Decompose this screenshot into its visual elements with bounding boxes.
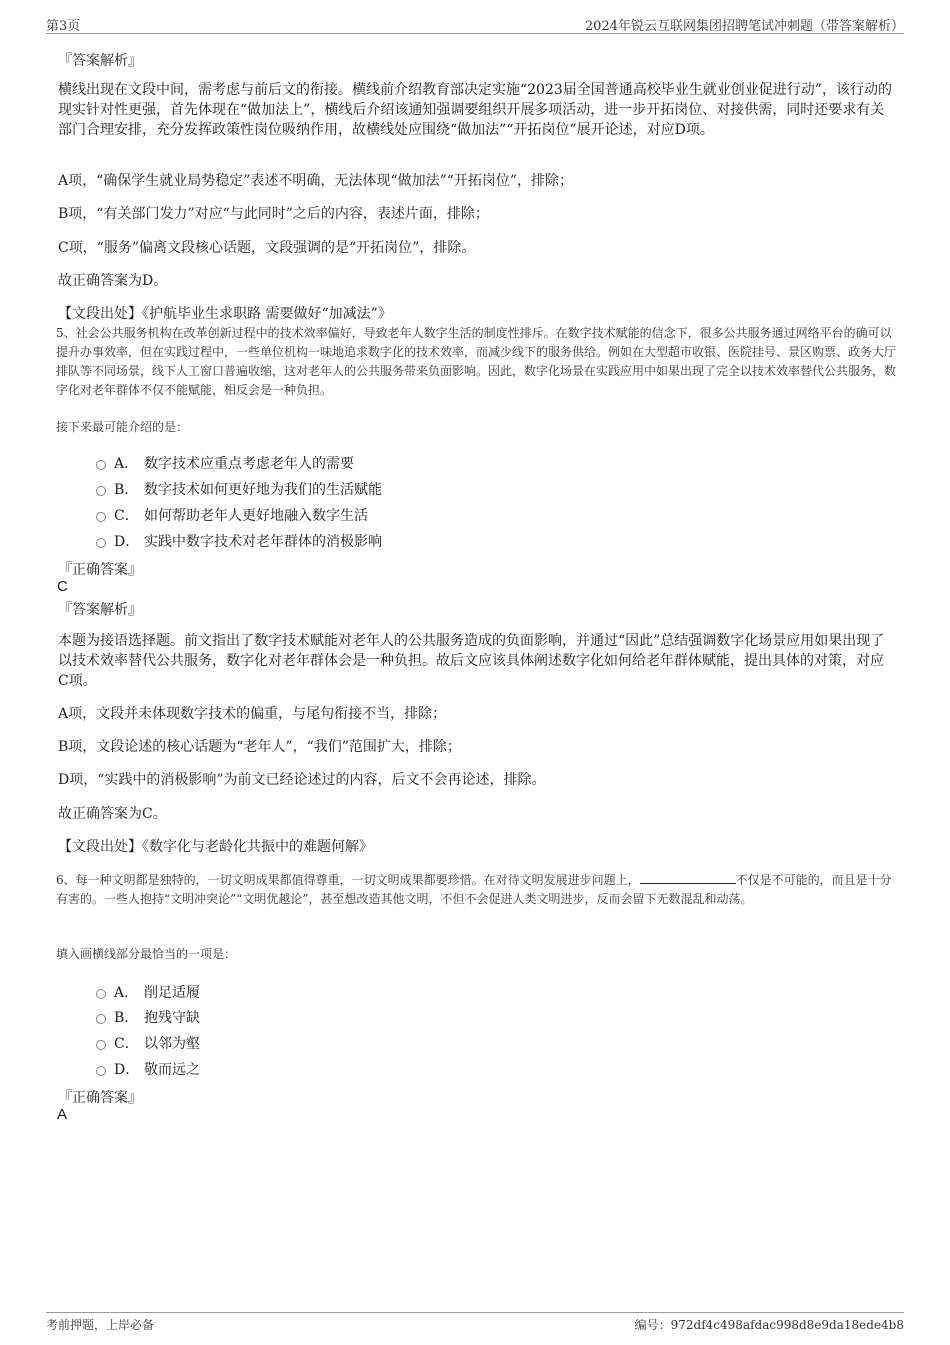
- radio-icon[interactable]: [96, 989, 106, 999]
- analysis-option-a: A项，文段并未体现数字技术的偏重，与尾句衔接不当，排除；: [58, 706, 447, 722]
- analysis-option-c: C项，“服务”偏离文段核心话题，文段强调的是“开拓岗位”，排除。: [58, 240, 476, 256]
- radio-icon[interactable]: [96, 460, 106, 470]
- analysis-label: 『答案解析』: [58, 53, 142, 69]
- q5-option-c[interactable]: C． 如何帮助老年人更好地融入数字生活: [96, 505, 368, 525]
- document-code: 编号：972df4c498afdac998d8e9da18ede4b8: [634, 1318, 904, 1332]
- radio-icon[interactable]: [96, 538, 106, 548]
- passage-source: 【文段出处】《数字化与老龄化共振中的难题何解》: [58, 839, 373, 855]
- analysis-label: 『答案解析』: [58, 602, 142, 618]
- q6-option-c[interactable]: C． 以邻为壑: [96, 1033, 200, 1053]
- question-6-prompt: 填入画横线部分最恰当的一项是：: [56, 947, 237, 961]
- q5-option-a[interactable]: A． 数字技术应重点考虑老年人的需要: [96, 453, 354, 473]
- page-number: 第3页: [46, 19, 81, 34]
- page-footer: [46, 1312, 904, 1334]
- correct-answer-label: 『正确答案』: [58, 562, 142, 578]
- radio-icon[interactable]: [96, 486, 106, 496]
- q6-option-a[interactable]: A． 削足适履: [96, 982, 200, 1002]
- radio-icon[interactable]: [96, 1066, 106, 1076]
- q5-option-b[interactable]: B． 数字技术如何更好地为我们的生活赋能: [96, 479, 382, 499]
- correct-answer: C: [57, 578, 68, 595]
- radio-icon[interactable]: [96, 1014, 106, 1024]
- radio-icon[interactable]: [96, 1040, 106, 1050]
- question-5-prompt: 接下来最可能介绍的是：: [56, 420, 189, 434]
- footer-slogan: 考前押题，上岸必备: [46, 1318, 155, 1332]
- analysis-conclusion: 故正确答案为C。: [58, 806, 167, 822]
- q5-option-d[interactable]: D． 实践中数字技术对老年群体的消极影响: [96, 531, 382, 551]
- question-5-stem: 5、社会公共服务机构在改革创新过程中的技术效率偏好，导致老年人数字生活的制度性排斥。在数字技术赋能的信念下，很多公共服务通过网络平台的确可以提升办事效率，但在实践过程中，一些单位机构一味地追求数字化的技术效率，而减少线下的服务供给。例如在大型超市收银、医院挂号、景区购票、政务大厅排队等不同场景，线下人工窗口普遍收缩，这对老年人的公共服务带来负面影响。因此，数字化场景在实践应用中如果出现了完全以技术效率替代公共服务，数字化对老年群体不仅不能赋能，相反会是一种负担。: [56, 326, 897, 397]
- analysis-option-a: A项，“确保学生就业局势稳定”表述不明确，无法体现“做加法”“开拓岗位”，排除；: [58, 173, 574, 189]
- q6-option-d[interactable]: D． 敬而远之: [96, 1059, 200, 1079]
- document-title: 2024年锐云互联网集团招聘笔试冲刺题（带答案解析）: [584, 19, 904, 34]
- analysis-paragraph: 横线出现在文段中间，需考虑与前后文的衔接。横线前介绍教育部决定实施“2023届全国普通高校毕业生就业创业促进行动”，该行动的现实针对性更强，首先体现在“做加法上”，横线后介绍该通知强调要组织开展多项活动，进一步开拓岗位、对接供需，同时还要求有关部门合理安排，充分发挥政策性岗位吸纳作用，故横线处应围绕“做加法”“开拓岗位”展开论述，对应D项。: [58, 82, 892, 138]
- question-6-stem: 6、每一种文明都是独特的，一切文明成果都值得尊重，一切文明成果都要珍惜。在对待文明发展进步问题上， 不仅是不可能的，而且是十分有害的。一些人抱持“文明冲突论”“文明优越论”，甚至想改造其他文明，不但不会促进人类文明进步，反而会留下无数混乱和动荡。: [56, 873, 892, 906]
- analysis-conclusion: 故正确答案为D。: [58, 273, 168, 289]
- fill-blank: [640, 872, 736, 884]
- radio-icon[interactable]: [96, 512, 106, 522]
- q6-option-b[interactable]: B． 抱残守缺: [96, 1007, 200, 1027]
- analysis-paragraph: 本题为接语选择题。前文指出了数字技术赋能对老年人的公共服务造成的负面影响，并通过“因此”总结强调数字化场景应用如果出现了以技术效率替代公共服务，数字化对老年群体会是一种负担。故后文应该具体阐述数字化如何给老年群体赋能，提出具体的对策，对应C项。: [58, 633, 885, 689]
- analysis-option-d: D项，“实践中的消极影响”为前文已经论述过的内容，后文不会再论述，排除。: [58, 772, 546, 788]
- analysis-option-b: B项，“有关部门发力”对应“与此同时”之后的内容，表述片面，排除；: [58, 206, 489, 222]
- analysis-option-b: B项，文段论述的核心话题为“老年人”，“我们”范围扩大，排除；: [58, 739, 461, 755]
- correct-answer: A: [57, 1106, 68, 1123]
- page-header: [46, 14, 904, 34]
- correct-answer-label: 『正确答案』: [58, 1090, 142, 1106]
- passage-source: 【文段出处】《护航毕业生求职路 需要做好“加减法”》: [58, 306, 392, 322]
